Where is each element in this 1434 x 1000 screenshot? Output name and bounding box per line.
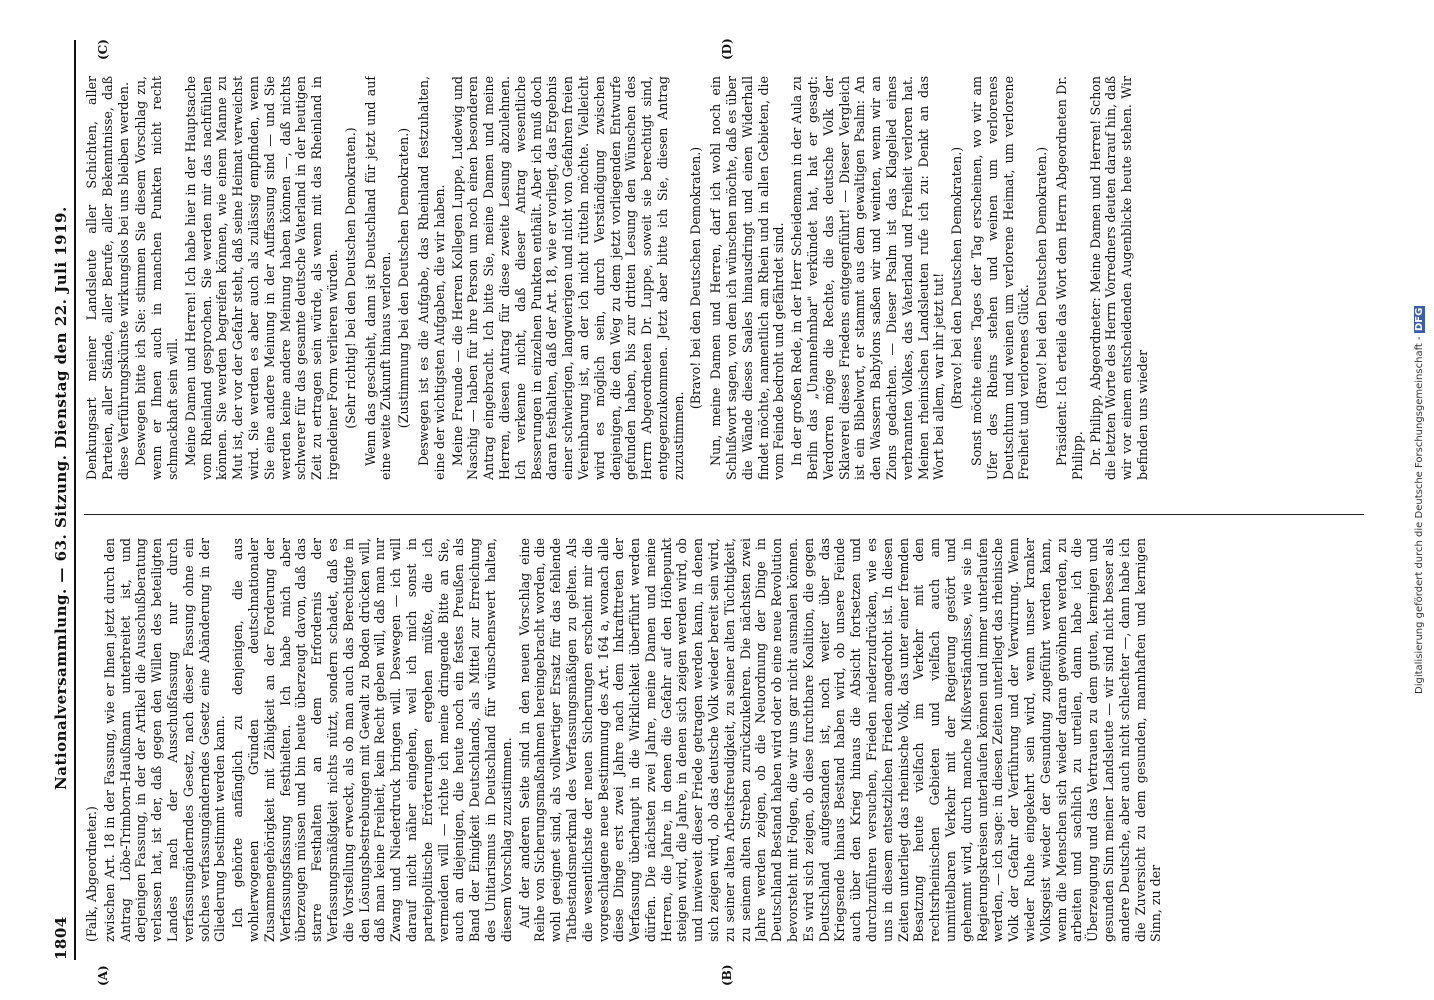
- paragraph: Sonst möchte eines Tages der Tag erscheinen, wo wir am Ufer des Rheins stehen und weinen um verlorenes Deutschtum und weinen um verlorene Heimat, um verlorene Freiheit und verlorenes Glück.: [969, 76, 1032, 480]
- margin-marker-a: (A): [96, 965, 110, 986]
- paragraph: Nun, meine Damen und Herren, darf ich wohl noch ein Schlußwort sagen, von dem ich wünschen möchte, daß es über die Wände dieses Saales hinausdringt und einen Widerhall findet möchte, namentlich am Rhein und in allen Gebieten, die vom Feinde bedroht und gefährdet sind.: [708, 76, 787, 480]
- paragraph: Wenn das geschieht, dann ist Deutschland für jetzt und auf eine weite Zukunft hinaus verloren.: [362, 76, 394, 480]
- paragraph: Meine Freunde — die Herren Kollegen Luppe, Ludewig und Naschig — haben für ihre Person um noch einen besonderen Antrag eingebracht. Ich bitte Sie, meine Damen und meine Herren, diesen Antrag für diese zweite Lesung abzulehnen. Ich verkenne nicht, daß dieser Antrag wesentliche Besserungen in einzelnen Punkten enthält. Aber ich muß doch daran festhalten, daß der Art. 18, wie er vorliegt, das Ergebnis einer schwierigen, langwierigen und nicht von Gefahren freien Vereinbarung ist, an der ich nicht rütteln möchte. Vielleicht wird es möglich sein, durch Verständigung zwischen denjenigen, die den Weg zu dem jetzt vorliegenden Entwurfe gefunden haben, bis zur dritten Lesung den Wünschen des Herrn Abgeordneten Dr. Luppe, soweit sie berechtigt sind, entgegenzukommen. Jetzt aber bitte ich Sie, diesen Antrag zuzustimmen.: [449, 76, 686, 480]
- page-title: Nationalversammlung. — 63. Sitzung. Dienstag den 22. Juli 1919.: [52, 206, 70, 790]
- dfg-logo: DFG: [1414, 307, 1425, 332]
- paragraph: zwischen Art. 18 in der Fassung, wie er Ihnen jetzt durch den Antrag Löbe-Trimborn-Haußmann unterbreitet ist, und derjenigen Fassung, in der der Artikel die Ausschußberatung verlassen hat, ist der, daß gegen den Willen des beteiligten Landes nach der Ausschußfassung nur durch verfassungänderndes Gesetz, nach dieser Fassung ohne ein solches verfassungänderndes Gesetz eine Abänderung in der Gliederung bestimmt werden kann.: [101, 538, 228, 942]
- right-column: [84, 76, 1364, 480]
- left-column: [84, 538, 1364, 942]
- interjection: (Sehr richtig! bei den Deutschen Demokraten.): [342, 127, 358, 429]
- margin-marker-d: (D): [720, 38, 734, 60]
- paragraph: Deswegen ist es die Aufgabe, das Rheinland festzuhalten, eine der wichtigsten Aufgaben, die wir haben.: [415, 76, 447, 480]
- margin-marker-b: (B): [720, 964, 734, 986]
- paragraph: In der großen Rede, in der Herr Scheidemann in der Aula zu Berlin das „Unannehmbar" verkündet hat, hat er gesagt: Verdorren möge die Rechte, die das deutsche Volk der Sklaverei dieses Friedens entgegenführt! — Dieser Vergleich ist ein Bibelwort, er stammt aus dem gewaltigen Psalm: An den Wassern Babylons saßen wir und weinten, wenn wir an Zions gedachten. — Dieser Psalm ist das Klagelied eines verbrannten Volkes, das Vaterland und Freiheit verloren hat. Meinen rheinischen Landsleuten rufe ich zu: Denkt an das Wort bei allem, war ihr jetzt tut!: [789, 76, 947, 480]
- interjection: (Bravo! bei den Deutschen Demokraten.): [1034, 146, 1050, 410]
- paragraph: (Falk, Abgeordneter.): [84, 806, 99, 942]
- paragraph: Denkungsart meiner Landsleute aller Schichten, aller Parteien, aller Stände, aller Berufe, aller Bekenntnisse, daß diese Verführungskünste wirkungslos bei uns bleiben werden.: [84, 76, 131, 480]
- page-header: [40, 40, 76, 960]
- paragraph: Ich gehörte anfänglich zu denjenigen, die aus wohlerwogenen Gründen deutschnationaler Zusammengehörigkeit mit Zähigkeit an der Forderung der Verfassungsfassung festhielten. Ich habe mich aber überzeugen müssen und bin heute überzeugt davon, daß das starre Festhalten an dem Erfordernis der Verfassungsmäßigkeit nichts nützt, sondern schadet, daß es die Vorstellung erweckt, als ob man auch das Berechtigte in den Lösungsbestrebungen mit Gewalt zu Boden drücken will, daß man keine Freiheit, kein Recht geben will, daß man nur Zwang und Niederdruck bringen will. Deswegen — ich will darauf nicht näher eingehen, weil ich mich sonst in parteipolitische Erörterungen ergehen müßte, die ich vermeiden will — richte ich meine dringende Bitte an Sie, auch an diejenigen, die heute noch ein festes Preußen als Band der Einigkeit Deutschlands, als Mittel zur Erreichung des Unitarismus in Deutschland für wünschenswert halten, diesem Vorschlag zuzustimmen.: [230, 538, 514, 942]
- paragraph: Meine Damen und Herren! Ich habe hier in der Hauptsache vom Rheinland gesprochen. Sie werden mir das nachfühlen können. Sie werden begreifen können, wie einem Manne zu Mut ist, der vor der Gefahr steht, daß seine Heimat verweichst wird. Sie werden es aber auch als zulässig empfinden, wenn Sie eine andere Meinung in der Auffassung sind — und Sie werden keine andere Meinung haben können —, daß nichts schwerer für das gesamte deutsche Vaterland in der heutigen Zeit zu ertragen sein würde, als wenn mit das Rheinland in irgendeiner Form verlieren würden.: [182, 76, 340, 480]
- paragraph: Deswegen bitte ich Sie: stimmen Sie diesem Vorschlag zu, wenn er Ihnen auch in manchen Punkten nicht recht schmackhaft sein will.: [133, 76, 180, 480]
- credit-text: Digitalisierung gefördert durch die Deutsche Forschungsgemeinschaft -: [1414, 336, 1425, 695]
- paragraph: Präsident: Ich erteile das Wort dem Herrn Abgeordneten Dr. Philipp.: [1054, 76, 1085, 480]
- page-number: 1804: [52, 916, 70, 960]
- interjection: (Zustimmung bei den Deutschen Demokraten.): [396, 127, 412, 429]
- digitization-credit: [1414, 10, 1428, 990]
- paragraph: Dr. Philipp, Abgeordneter: Meine Damen und Herren! Schon die letzten Worte des Herrn Vorredners deuten darauf hin, daß wir vor einem entscheidenden Augenblicke heute stehen. Wir befinden uns wieder: [1087, 76, 1150, 480]
- interjection: (Bravo! bei den Deutschen Demokraten.): [949, 146, 965, 410]
- column-divider: [84, 514, 1364, 515]
- margin-marker-c: (C): [96, 39, 110, 60]
- paragraph: Auf der anderen Seite sind in den neuen Vorschlag eine Reihe von Sicherungsmaßnahmen hereingebracht worden, die wohl geeignet sind, als vollwertiger Ersatz für das fehlende Tatbestandsmerkmal des Verfassungsmäßigen zu gelten. Als die wesentlichste der neuen Sicherungen erscheint mir die vorgeschlagene neue Bestimmung des Art. 164 a, wonach alle diese Dinge erst zwei Jahre nach dem Inkrafttreten der Verfassung überhaupt in die Wirklichkeit überführt werden dürfen. Die nächsten zwei Jahre, meine Damen und meine Herren, die Jahre, in denen die Gefahr auf den Höhepunkt steigen wird, die Jahre, in denen sich zeigen werden wird, ob und inwieweit dieser Friede getragen werden kann, in denen sich zeigen wird, ob das deutsche Volk wieder bereit sein wird, zu seiner alten Arbeitsfreudigkeit, zu seiner alten Tüchtigkeit, zu seinem alten Streben zurückzukehren. Die nächsten zwei Jahre werden zeigen, ob die Neuordnung der Dinge in Deutschland Bestand haben wird oder ob eine neue Revolution bevorsteht mit Folgen, die wir uns gar nicht ausmalen können. Es wird sich zeigen, ob diese furchtbare Koalition, die gegen Deutschland aufgestanden ist, noch weiter über das Kriegsende hinaus Bestand haben wird, ob unsere Feinde auch über den Krieg hinaus die Absicht fortsetzen und durchzuführen versuchen, Frieden niederzudrücken, wie es uns in diesem entsetzlichen Frieden angedroht ist. In diesen Zeiten unterliegt das rheinische Volk, das unter einer fremden Besatzung heute vielfach im Verkehr mit den rechtsrheinischen Gebieten und vielfach auch am unmittelbaren Verkehr mit der Regierung gestört und gehemmt wird, durch manche Mißverständnisse, wie sie in Regierungskreisen unterlaufen können und immer unterlaufen werden, — ich sage: in diesen Zeiten unterliegt das rheinische Volk der Gefahr der Verführung und der Verwirrung. Wenn wieder Ruhe eingekehrt sein wird, wenn unser kranker Volksgeist wieder der Gesundung zugeführt werden kann, wenn die Menschen sich wieder daran gewöhnen werden, zu arbeiten und sachlich zu urteilen, dann habe ich die Überzeugung und das Vertrauen zu dem guten, kernigen und gesunden Sinn meiner Landsleute — wir sind nicht besser als andere Deutsche, aber auch nicht schlechter —, dann habe ich die Zuversicht zu dem gesunden, mannhaften und kernigen Sinn, zu der: [516, 538, 1164, 942]
- interjection: (Bravo! bei den Deutschen Demokraten.): [688, 146, 704, 410]
